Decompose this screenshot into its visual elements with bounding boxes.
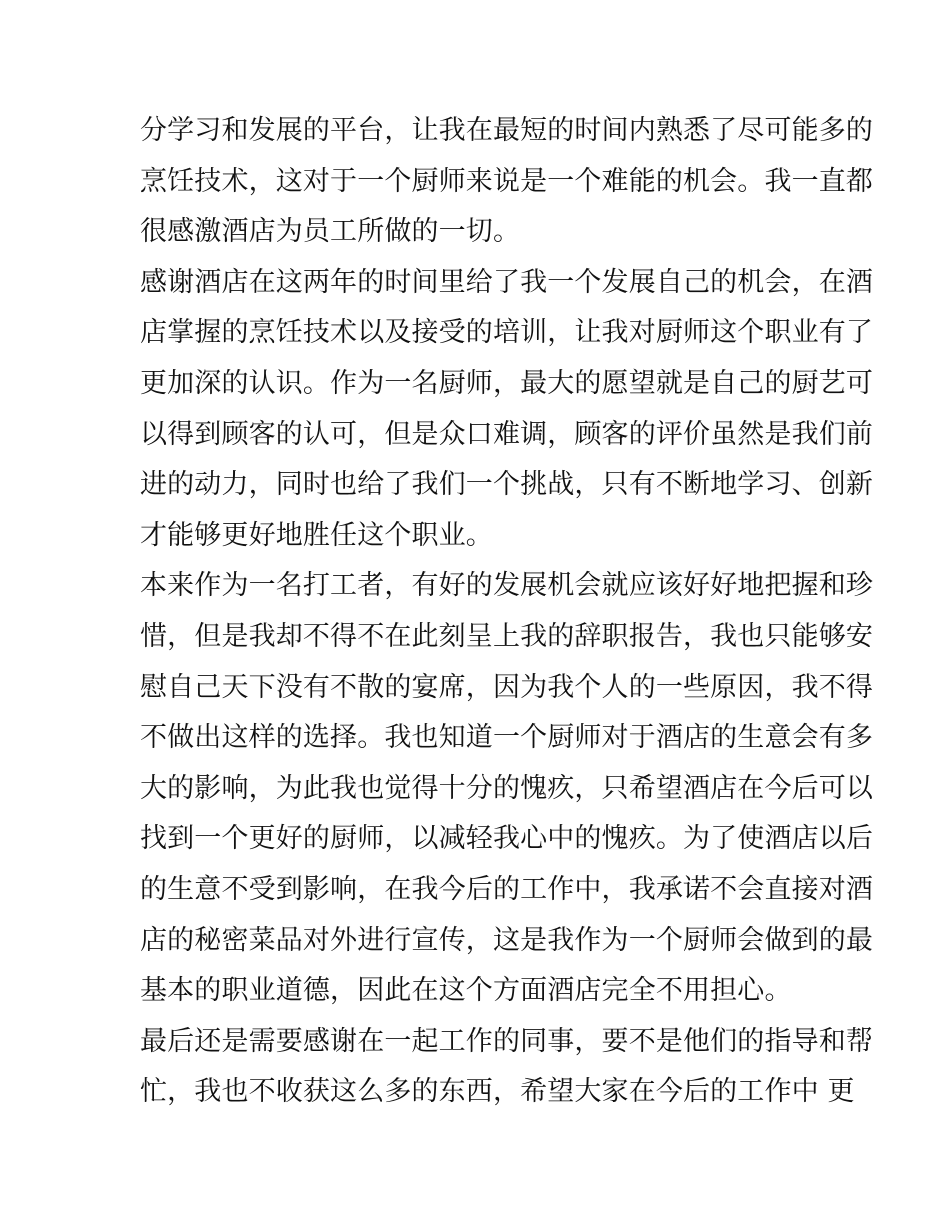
text-line: 进的动力，同时也给了我们一个挑战，只有不断地学习、创新 [140,469,874,501]
document-body [140,106,874,1118]
text-line: 感谢酒店在这两年的时间里给了我一个发展自己的机会，在酒 [140,266,874,298]
text-line: 惜，但是我却不得不在此刻呈上我的辞职报告，我也只能够安 [140,620,874,652]
text-line: 更加深的认识。作为一名厨师，最大的愿望就是自己的厨艺可 [140,367,874,399]
text-line: 店掌握的烹饪技术以及接受的培训，让我对厨师这个职业有了 [140,317,874,349]
text-line: 本来作为一名打工者，有好的发展机会就应该好好地把握和珍 [140,570,874,602]
text-line: 才能够更好地胜任这个职业。 [140,519,493,551]
text-line: 分学习和发展的平台，让我在最短的时间内熟悉了尽可能多的 [140,115,874,146]
text-line: 不做出这样的选择。我也知道一个厨师对于酒店的生意会有多 [140,722,874,754]
text-line: 以得到顾客的认可，但是众口难调，顾客的评价虽然是我们前 [140,418,874,450]
text-line: 找到一个更好的厨师，以减轻我心中的愧疚。为了使酒店以后 [140,823,874,855]
text-line: 烹饪技术，这对于一个厨师来说是一个难能的机会。我一直都 [140,165,874,197]
text-line: 的生意不受到影响，在我今后的工作中，我承诺不会直接对酒 [140,873,874,905]
text-line: 最后还是需要感谢在一起工作的同事，要不是他们的指导和帮 [140,1025,874,1057]
text-line: 基本的职业道德，因此在这个方面酒店完全不用担心。 [140,975,792,1007]
text-line: 店的秘密菜品对外进行宣传，这是我作为一个厨师会做到的最 [140,924,874,956]
text-line: 忙，我也不收获这么多的东西，希望大家在今后的工作中 更 [140,1076,855,1108]
text-line: 大的影响，为此我也觉得十分的愧疚，只希望酒店在今后可以 [140,772,874,804]
text-line: 很感激酒店为员工所做的一切。 [140,216,521,248]
text-line: 慰自己天下没有不散的宴席，因为我个人的一些原因，我不得 [140,671,874,703]
